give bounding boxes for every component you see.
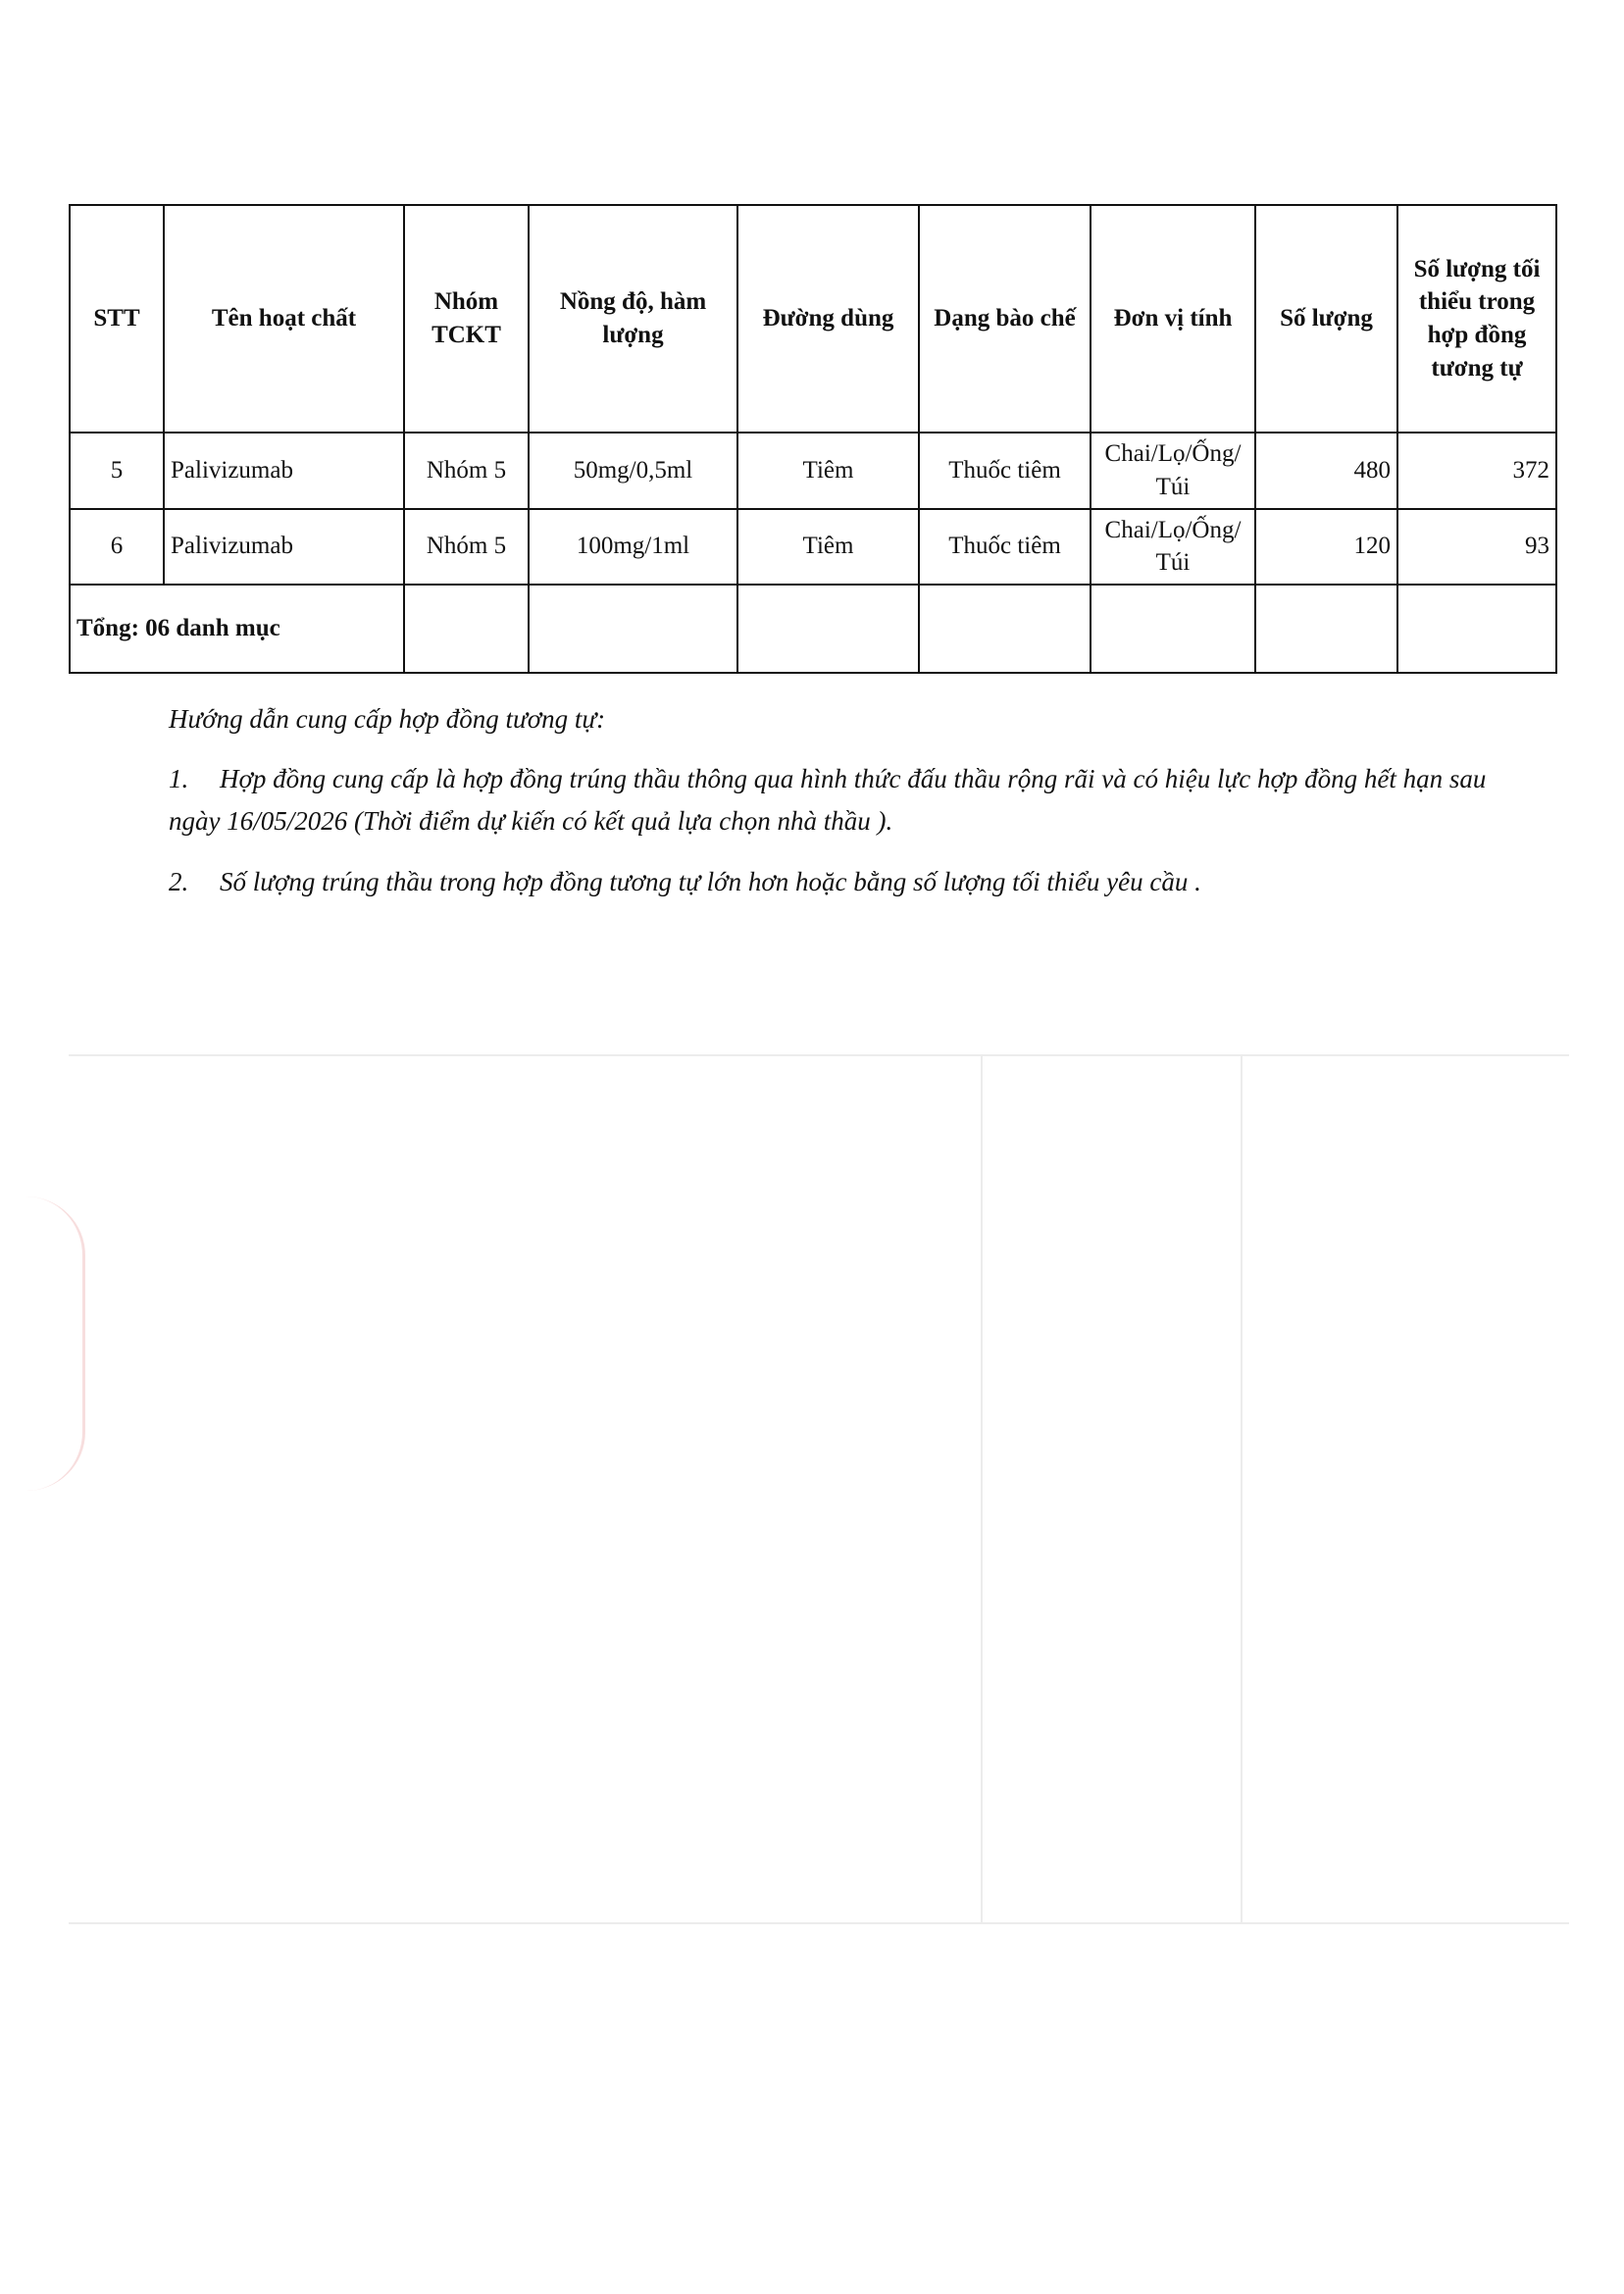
total-empty-cell <box>1091 585 1255 673</box>
guidance-item-number: 1. <box>169 764 189 794</box>
bleed-through-line <box>981 1054 983 1922</box>
header-so-luong: Số lượng <box>1255 205 1397 433</box>
cell-ten-hoat-chat: Palivizumab <box>164 433 404 509</box>
header-don-vi: Đơn vị tính <box>1091 205 1255 433</box>
drug-list-table <box>69 204 1557 674</box>
guidance-item <box>169 758 1542 842</box>
cell-don-vi: Chai/Lọ/Ống/ Túi <box>1091 509 1255 586</box>
cell-so-luong-toi-thieu: 372 <box>1397 433 1556 509</box>
cell-dang-bao-che: Thuốc tiêm <box>919 433 1091 509</box>
header-so-luong-toi-thieu: Số lượng tối thiểu trong hợp đồng tương tự <box>1397 205 1556 433</box>
cell-stt: 5 <box>70 433 164 509</box>
table-row <box>70 433 1556 509</box>
contract-guidance <box>169 698 1542 921</box>
table-header-row <box>70 205 1556 433</box>
bleed-through-line <box>69 1922 1569 1924</box>
cell-don-vi: Chai/Lọ/Ống/ Túi <box>1091 433 1255 509</box>
table-row <box>70 509 1556 586</box>
cell-nhom: Nhóm 5 <box>404 433 529 509</box>
cell-ten-hoat-chat: Palivizumab <box>164 509 404 586</box>
total-empty-cell <box>737 585 919 673</box>
header-stt: STT <box>70 205 164 433</box>
total-empty-cell <box>1255 585 1397 673</box>
cell-stt: 6 <box>70 509 164 586</box>
cell-so-luong: 480 <box>1255 433 1397 509</box>
cell-so-luong-toi-thieu: 93 <box>1397 509 1556 586</box>
total-empty-cell <box>529 585 737 673</box>
header-duong-dung: Đường dùng <box>737 205 919 433</box>
header-ten-hoat-chat: Tên hoạt chất <box>164 205 404 433</box>
cell-dang-bao-che: Thuốc tiêm <box>919 509 1091 586</box>
header-nong-do: Nồng độ, hàm lượng <box>529 205 737 433</box>
stamp-fragment <box>0 1197 85 1491</box>
bleed-through-line <box>69 1054 1569 1056</box>
cell-so-luong: 120 <box>1255 509 1397 586</box>
header-dang-bao-che: Dạng bào chế <box>919 205 1091 433</box>
total-label: Tổng: 06 danh mục <box>70 585 404 673</box>
cell-duong-dung: Tiêm <box>737 433 919 509</box>
total-empty-cell <box>404 585 529 673</box>
cell-nhom: Nhóm 5 <box>404 509 529 586</box>
total-empty-cell <box>1397 585 1556 673</box>
guidance-item <box>169 861 1542 903</box>
guidance-item-text: Số lượng trúng thầu trong hợp đồng tương tự lớn hơn hoặc bằng số lượng tối thiểu yêu cầu . <box>220 866 1201 896</box>
guidance-heading: Hướng dẫn cung cấp hợp đồng tương tự: <box>169 704 606 734</box>
guidance-item-text: Hợp đồng cung cấp là hợp đồng trúng thầu thông qua hình thức đấu thầu rộng rãi và có hiệu lực hợp đồng hết hạn sau ngày 16/05/2026 (Thời điểm dự kiến có kết quả lựa chọn nhà thầu ). <box>169 764 1487 837</box>
header-nhom: Nhóm TCKT <box>404 205 529 433</box>
cell-nong-do: 100mg/1ml <box>529 509 737 586</box>
guidance-item-number: 2. <box>169 866 189 896</box>
table-total-row <box>70 585 1556 673</box>
cell-duong-dung: Tiêm <box>737 509 919 586</box>
cell-nong-do: 50mg/0,5ml <box>529 433 737 509</box>
total-empty-cell <box>919 585 1091 673</box>
bleed-through-line <box>1241 1054 1243 1922</box>
